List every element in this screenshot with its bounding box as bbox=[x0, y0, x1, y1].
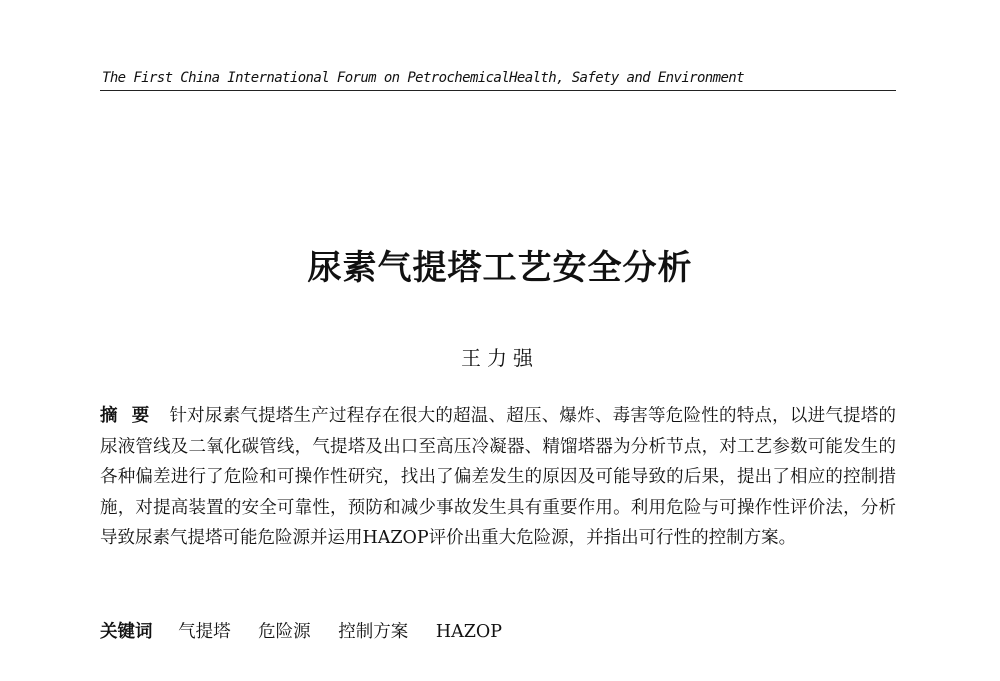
author-name: 王力强 bbox=[461, 346, 539, 370]
keyword-item: HAZOP bbox=[435, 622, 502, 642]
header-divider bbox=[100, 90, 896, 91]
keywords-label: 关键词 bbox=[100, 622, 153, 642]
keyword-item: 控制方案 bbox=[338, 622, 409, 642]
abstract-text: 针对尿素气提塔生产过程存在很大的超温、超压、爆炸、毒害等危险性的特点，以进气提塔的尿液管线及二氧化碳管线，气提塔及出口至高压冷凝器、精馏塔器为分析节点，对工艺参数可能发生的各种偏差进行了危险和可操作性研究，找出了偏差发生的原因及可能导致的后果，提出了相应的控制措施，对提高装置的安全可靠性，预防和减少事故发生具有重要作用。利用危险与可操作性评价法，分析导致尿素气提塔可能危险源并运用HAZOP评价出重大危险源，并指出可行性的控制方案。 bbox=[100, 406, 896, 549]
abstract-block bbox=[100, 401, 896, 554]
keyword-item: 气提塔 bbox=[178, 622, 231, 642]
paper-title: 尿素气提塔工艺安全分析 bbox=[307, 248, 693, 288]
running-header: The First China International Forum on PetrochemicalHealth, Safety and Environment bbox=[102, 70, 744, 86]
abstract-label: 摘要 bbox=[100, 406, 164, 426]
keyword-item: 危险源 bbox=[258, 622, 311, 642]
keywords-block bbox=[100, 618, 896, 643]
